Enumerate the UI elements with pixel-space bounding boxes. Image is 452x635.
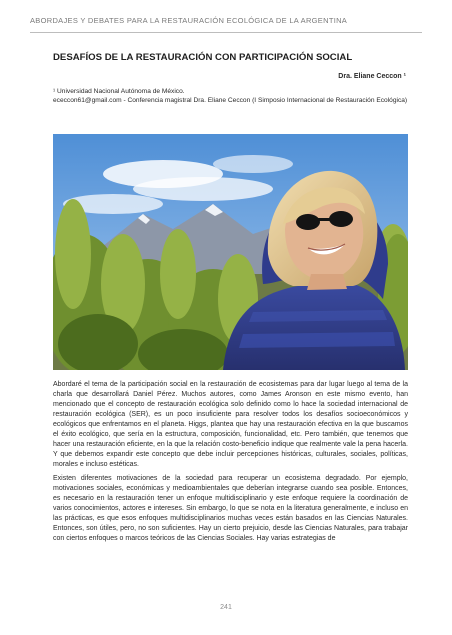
body-paragraph: Abordaré el tema de la participación social en la restauración de ecosistemas para dar lugar luego al tema de la charla que desarrollará Daniel Pérez. Muchos autores, como James Aronson en este mismo evento, han mencionado que el concepto de restauración ecológica solo definido como lo hace la sociedad internacional de restauración ecológica (SER), es un poco insuficiente para resolver todos los desafíos socioeconómicos y ecológicos que enfrentamos en el planeta. Higgs, plantea que hay una restauración efectiva en la que buscamos el éxito ecológico, que sería en la estructura, composición, funcionalidad, etc. Pero también, que tenemos que hacer una restauración eficiente, en la que la relación costo-beneficio indique que realmente vale la pena hacerla. Y que debemos expandir este concepto que debe incluir percepciones históricas, culturales, sociales, políticas, morales e incluso estéticas. [53,381,408,468]
header-divider [30,32,422,33]
affiliation-note: ¹ Universidad Nacional Autónoma de México. [53,88,185,95]
contact-note: ececcon61@gmail.com - Conferencia magistral Dra. Eliane Ceccon (I Simposio Internacional de Restauración Ecológica) [53,97,408,104]
article-title: DESAFÍOS DE LA RESTAURACIÓN CON PARTICIPACIÓN SOCIAL [53,52,353,63]
author-name: Dra. Eliane Ceccon ¹ [338,73,406,80]
author-photo [53,134,408,370]
footnotes [53,87,408,105]
page-number: 241 [220,604,232,611]
article-body [53,380,408,548]
running-header: ABORDAJES Y DEBATES PARA LA RESTAURACIÓN ECOLÓGICA DE LA ARGENTINA [30,16,348,25]
body-paragraph: Existen diferentes motivaciones de la sociedad para recuperar un ecosistema degradado. Por ejemplo, motivaciones sociales, económicas y medioambientales que deberían integrarse cuando sea posible. Entonces, es necesario en la restauración tener un enfoque multidisciplinario y este enfoque requiere la coordinación de varios conocimientos, actores e intereses. Sin embargo, lo que se nota en la literatura generalmente, e incluso en las prácticas, es que esos enfoques multidisciplinarios muchas veces están basados en las Ciencias Naturales. Entonces, son útiles, pero, no son suficientes. Hay un cierto prejuicio, desde las Ciencias Naturales, para trabajar con ciertos enfoques o marcos teóricos de las Ciencias Sociales. Hay varias estrategias de [53,475,408,542]
